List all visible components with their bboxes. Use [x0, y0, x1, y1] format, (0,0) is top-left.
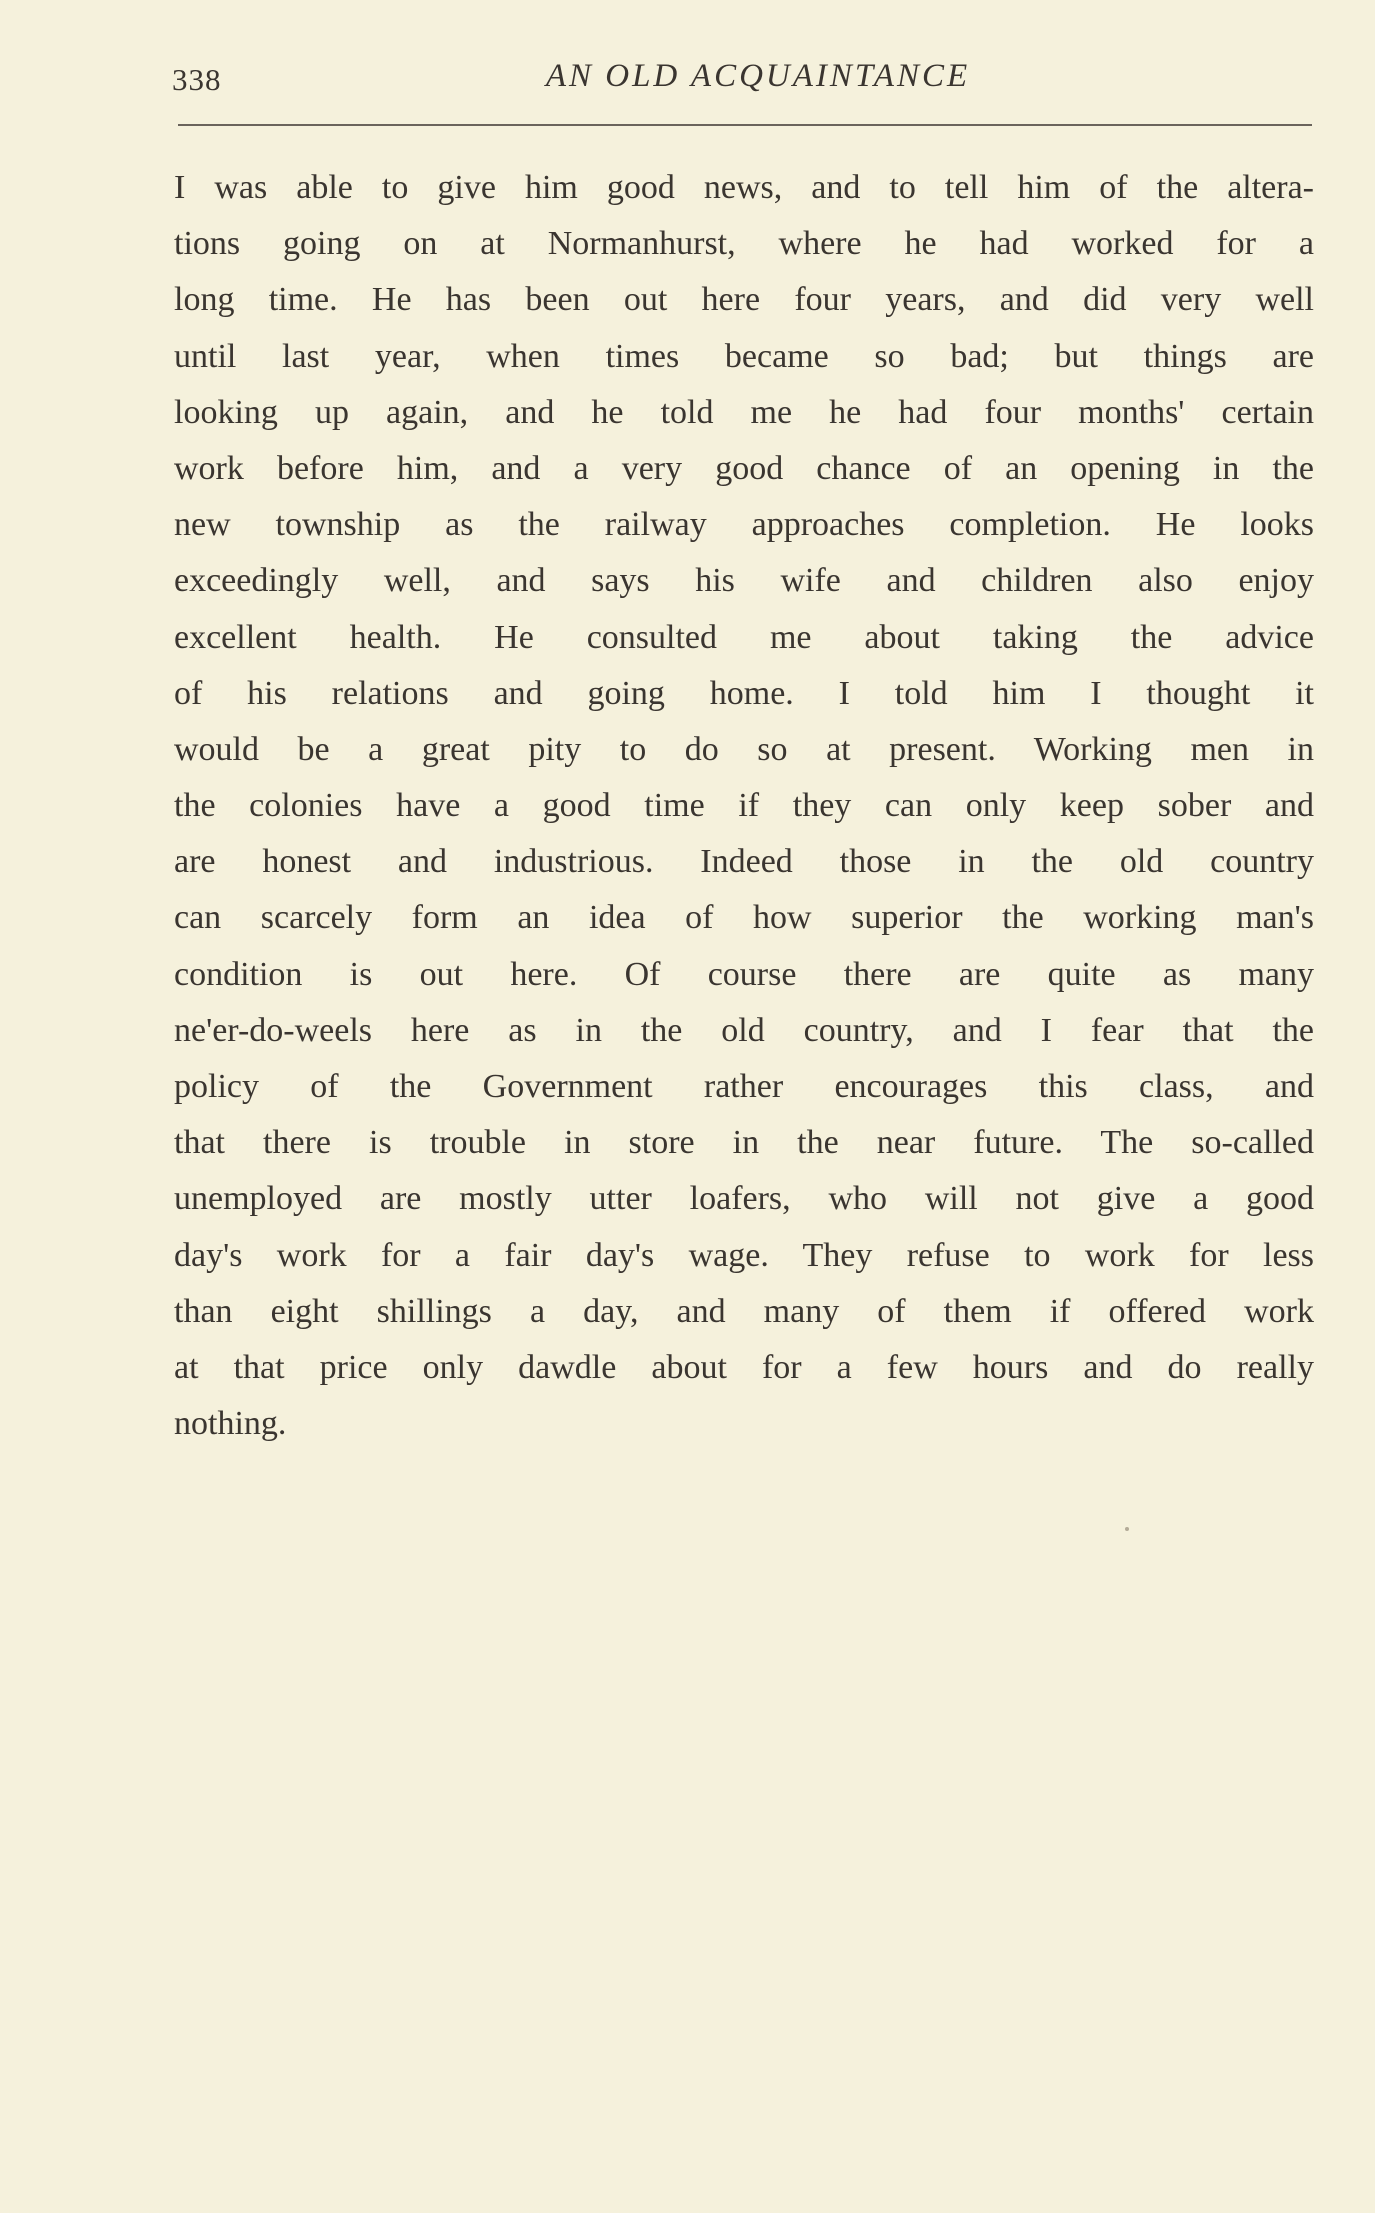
text-line: condition is out here. Of course there are quite as many [174, 955, 1314, 993]
header-rule [178, 124, 1312, 126]
page-header [172, 52, 1314, 102]
text-line: work before him, and a very good chance of an opening in the [174, 449, 1314, 487]
page-number: 338 [172, 62, 222, 97]
text-line: day's work for a fair day's wage. They refuse to work for less [174, 1236, 1314, 1274]
text-line: than eight shillings a day, and many of them if offered work [174, 1292, 1314, 1330]
text-line: policy of the Government rather encourages this class, and [174, 1068, 1314, 1105]
paper-speck [1125, 1527, 1129, 1531]
text-line: new township as the railway approaches completion. He looks [174, 506, 1314, 544]
text-line: of his relations and going home. I told him I thought it [174, 674, 1314, 712]
text-line: until last year, when times became so bad; but things are [174, 337, 1314, 375]
text-line: are honest and industrious. Indeed those in the old country [174, 843, 1314, 881]
text-line: looking up again, and he told me he had four months' certain [174, 393, 1314, 431]
text-line: nothing. [174, 1405, 287, 1443]
text-line: can scarcely form an idea of how superior the working man's [174, 899, 1314, 937]
text-line: unemployed are mostly utter loafers, who will not give a good [174, 1180, 1314, 1218]
body-text [174, 160, 1314, 1452]
text-line: excellent health. He consulted me about taking the advice [174, 618, 1314, 656]
running-head: AN OLD ACQUAINTANCE [545, 58, 971, 94]
text-line: at that price only dawdle about for a few hours and do really [174, 1348, 1314, 1386]
text-line: tions going on at Normanhurst, where he had worked for a [174, 225, 1314, 263]
text-line: exceedingly well, and says his wife and children also enjoy [174, 562, 1314, 600]
text-line: ne'er-do-weels here as in the old country, and I fear that the [174, 1011, 1314, 1049]
text-line: I was able to give him good news, and to tell him of the altera- [174, 169, 1314, 206]
text-line: that there is trouble in store in the near future. The so-called [174, 1124, 1314, 1162]
text-line: would be a great pity to do so at present. Working men in [174, 730, 1314, 768]
text-line: long time. He has been out here four years, and did very well [174, 281, 1314, 319]
text-line: the colonies have a good time if they can only keep sober and [174, 787, 1314, 825]
